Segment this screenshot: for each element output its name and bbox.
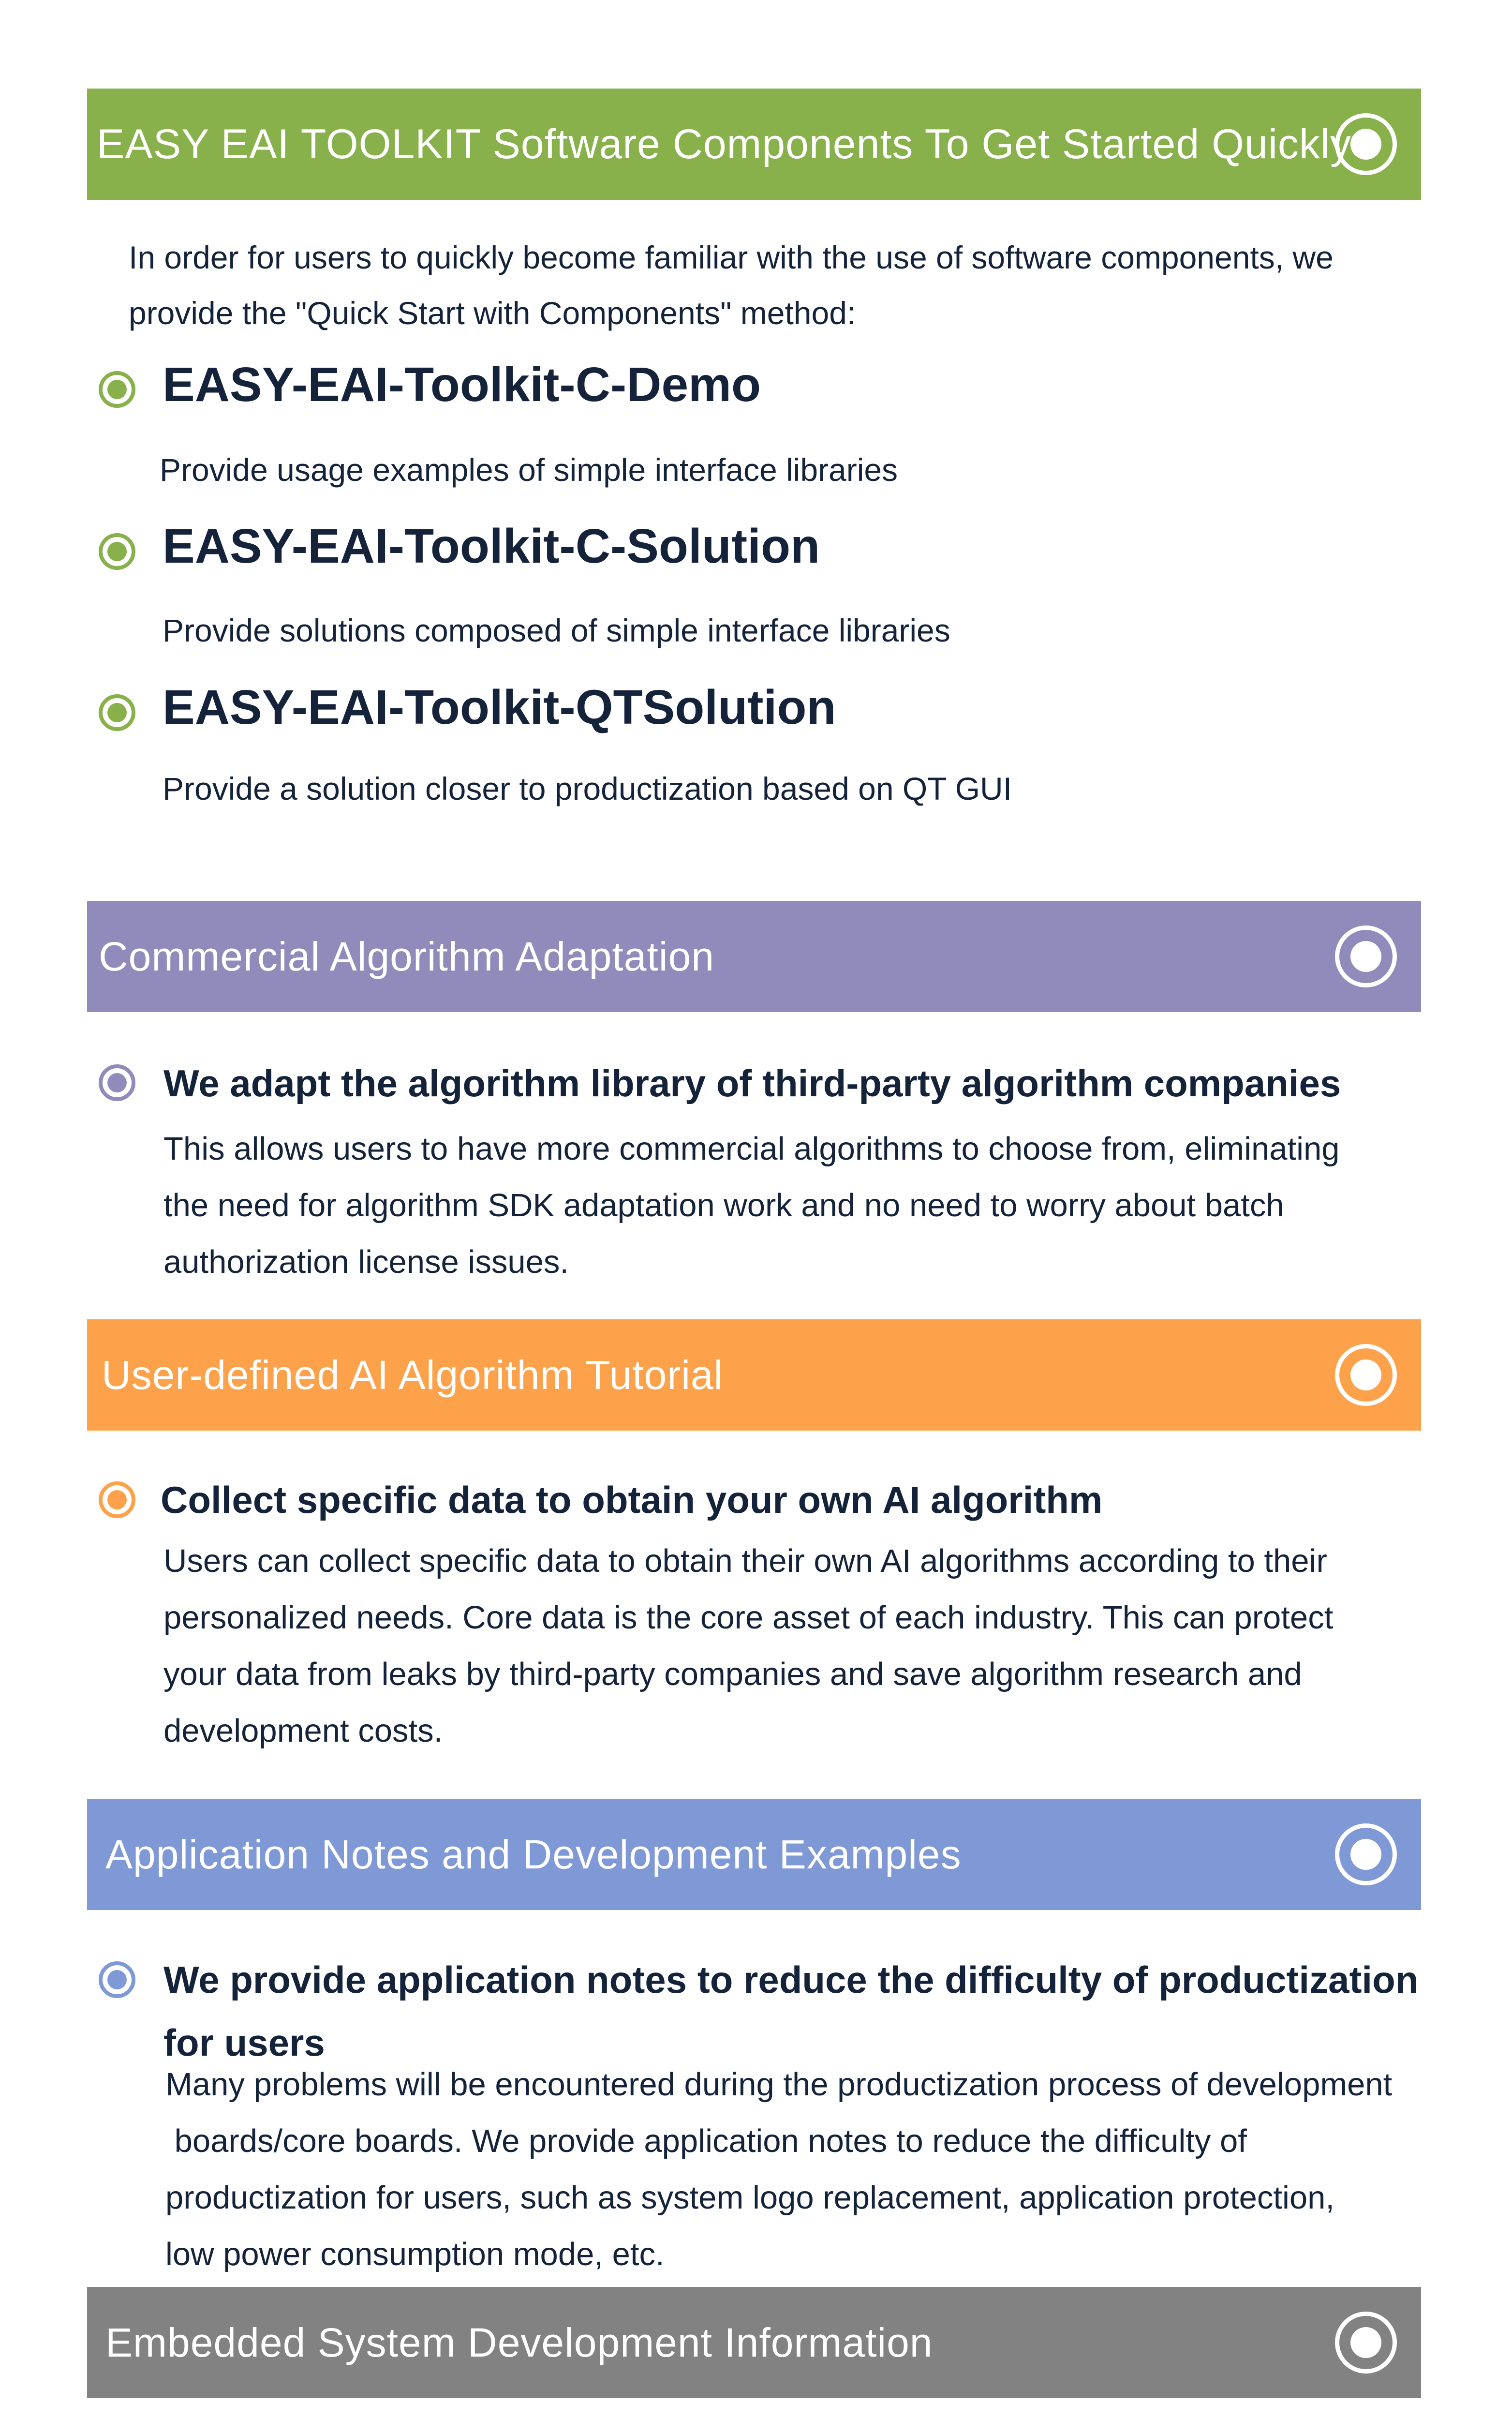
target-icon bbox=[1335, 1823, 1397, 1885]
body-line: the need for algorithm SDK adaptation work and no need to worry about batch bbox=[163, 1187, 1284, 1224]
body-line: your data from leaks by third-party companies and save algorithm research and bbox=[163, 1656, 1302, 1692]
item-title: Collect specific data to obtain your own AI algorithm bbox=[161, 1478, 1103, 1521]
body-line: development costs. bbox=[163, 1713, 443, 1749]
section-title: EASY EAI TOOLKIT Software Components To Get Started Quickly bbox=[97, 120, 1352, 167]
section-title: Embedded System Development Information bbox=[105, 2319, 933, 2365]
component-title-c-solution: EASY-EAI-Toolkit-C-Solution bbox=[163, 519, 820, 573]
target-icon bbox=[1335, 2312, 1397, 2374]
body-line: low power consumption mode, etc. bbox=[165, 2236, 665, 2272]
section-title: User-defined AI Algorithm Tutorial bbox=[102, 1352, 724, 1398]
component-desc: Provide usage examples of simple interface libraries bbox=[160, 452, 898, 488]
section-title: Application Notes and Development Examples bbox=[105, 1831, 962, 1877]
target-icon bbox=[1335, 926, 1397, 987]
bullet-icon bbox=[99, 1481, 135, 1518]
item-body bbox=[163, 1533, 1333, 1759]
section-banner-application-notes bbox=[87, 1799, 1421, 1910]
bullet-icon bbox=[99, 1064, 135, 1101]
bullet-icon bbox=[99, 1961, 135, 1998]
item-title-line: for users bbox=[163, 2021, 325, 2064]
bullet-icon bbox=[99, 533, 135, 570]
target-icon bbox=[1335, 113, 1397, 175]
body-line: authorization license issues. bbox=[163, 1244, 569, 1280]
body-line: Users can collect specific data to obtain their own AI algorithms according to their bbox=[163, 1543, 1327, 1579]
section-banner-embedded bbox=[87, 2287, 1421, 2398]
body-line: Many problems will be encountered during the productization process of development bbox=[165, 2066, 1393, 2103]
item-title-line: We provide application notes to reduce the difficulty of productization bbox=[163, 1958, 1419, 2001]
item-body bbox=[165, 2056, 1392, 2283]
component-title-c-demo: EASY-EAI-Toolkit-C-Demo bbox=[163, 358, 761, 412]
component-desc: Provide solutions composed of simple interface libraries bbox=[163, 612, 950, 648]
body-line: personalized needs. Core data is the core asset of each industry. This can protect bbox=[163, 1599, 1334, 1636]
body-line: This allows users to have more commercial algorithms to choose from, eliminating bbox=[163, 1131, 1340, 1167]
bullet-icon bbox=[99, 694, 135, 731]
section-banner-user-defined bbox=[87, 1319, 1421, 1431]
item-title bbox=[163, 1948, 1418, 2074]
section-banner-toolkit bbox=[87, 89, 1421, 200]
target-icon bbox=[1335, 1344, 1397, 1406]
body-line: productization for users, such as system logo replacement, application protection, bbox=[165, 2180, 1334, 2216]
item-body bbox=[163, 1120, 1340, 1290]
item-title: We adapt the algorithm library of third-party algorithm companies bbox=[163, 1062, 1341, 1105]
body-line: boards/core boards. We provide application notes to reduce the difficulty of bbox=[165, 2123, 1247, 2159]
component-desc: Provide a solution closer to productization based on QT GUI bbox=[163, 771, 1012, 806]
intro-line: provide the "Quick Start with Components" method: bbox=[129, 295, 856, 331]
section-title: Commercial Algorithm Adaptation bbox=[99, 933, 714, 979]
section-banner-commercial bbox=[87, 901, 1421, 1012]
component-title-qtsolution: EASY-EAI-Toolkit-QTSolution bbox=[163, 680, 836, 734]
intro-line: In order for users to quickly become familiar with the use of software components, we bbox=[129, 239, 1334, 275]
bullet-icon bbox=[99, 371, 135, 408]
intro-text bbox=[129, 230, 1435, 341]
